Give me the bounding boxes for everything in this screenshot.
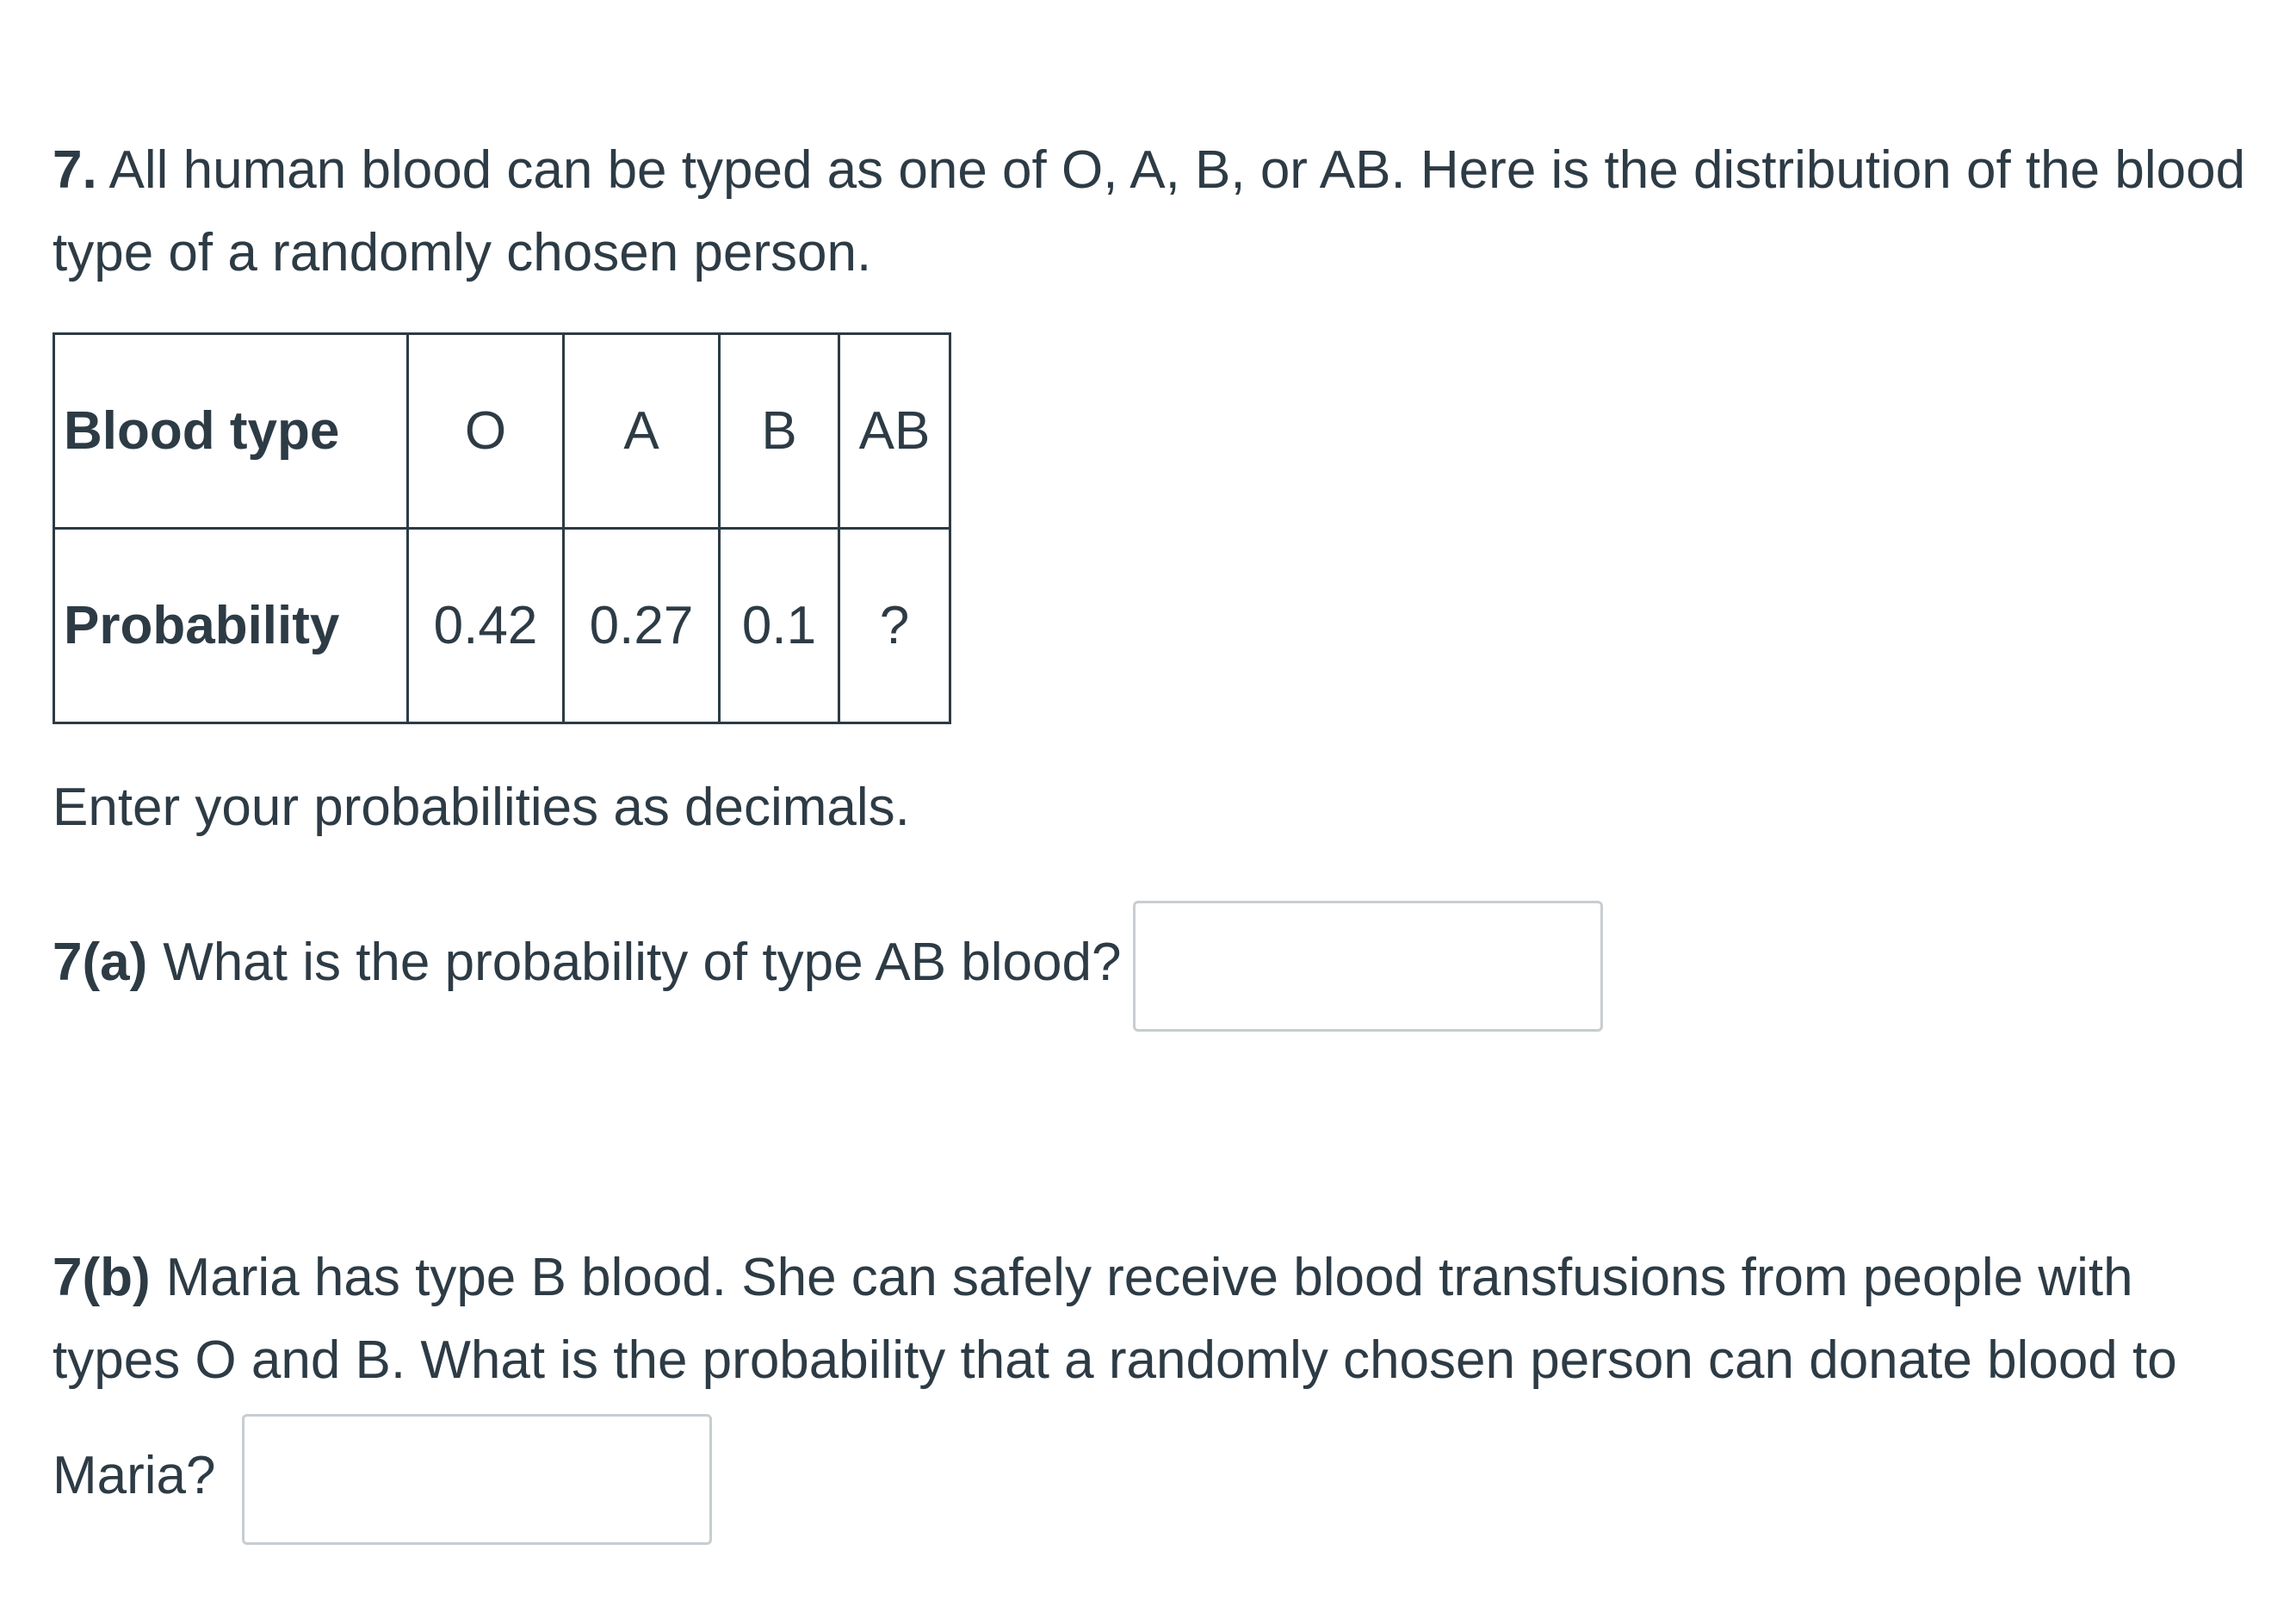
part-b-end — [53, 1407, 712, 1545]
part-a — [53, 894, 1603, 1032]
part-b — [53, 1237, 2256, 1402]
question-intro-text: All human blood can be typed as one of O, A, B, or AB. Here is the distribution of the blood type of a randomly chosen person. — [53, 140, 2246, 282]
question-content — [53, 129, 2256, 1505]
table-row-probability — [54, 529, 950, 723]
question-number: 7. — [53, 140, 97, 200]
row-header-probability: Probability — [54, 529, 408, 723]
part-b-answer-input[interactable] — [242, 1414, 712, 1545]
cell-prob-ab: ? — [839, 529, 950, 723]
cell-type-b: B — [720, 334, 839, 529]
part-b-text: Maria has type B blood. She can safely receive blood transfusions from people with types O and B. What is the probability that a randomly chosen person can donate blood to — [53, 1248, 2177, 1390]
part-a-text: What is the probability of type AB blood? — [163, 933, 1122, 992]
part-b-label: 7(b) — [53, 1248, 151, 1307]
row-header-blood-type: Blood type — [54, 334, 408, 529]
part-a-answer-input[interactable] — [1133, 901, 1603, 1032]
instruction-text: Enter your probabilities as decimals. — [53, 778, 910, 837]
cell-type-a: A — [564, 334, 720, 529]
part-a-label: 7(a) — [53, 933, 148, 992]
cell-prob-a: 0.27 — [564, 529, 720, 723]
cell-type-ab: AB — [839, 334, 950, 529]
question-intro — [53, 129, 2256, 295]
part-b-text-end: Maria? — [53, 1446, 216, 1505]
cell-type-o: O — [408, 334, 564, 529]
cell-prob-b: 0.1 — [720, 529, 839, 723]
table-row-blood-type — [54, 334, 950, 529]
blood-type-distribution-table — [53, 332, 951, 724]
cell-prob-o: 0.42 — [408, 529, 564, 723]
